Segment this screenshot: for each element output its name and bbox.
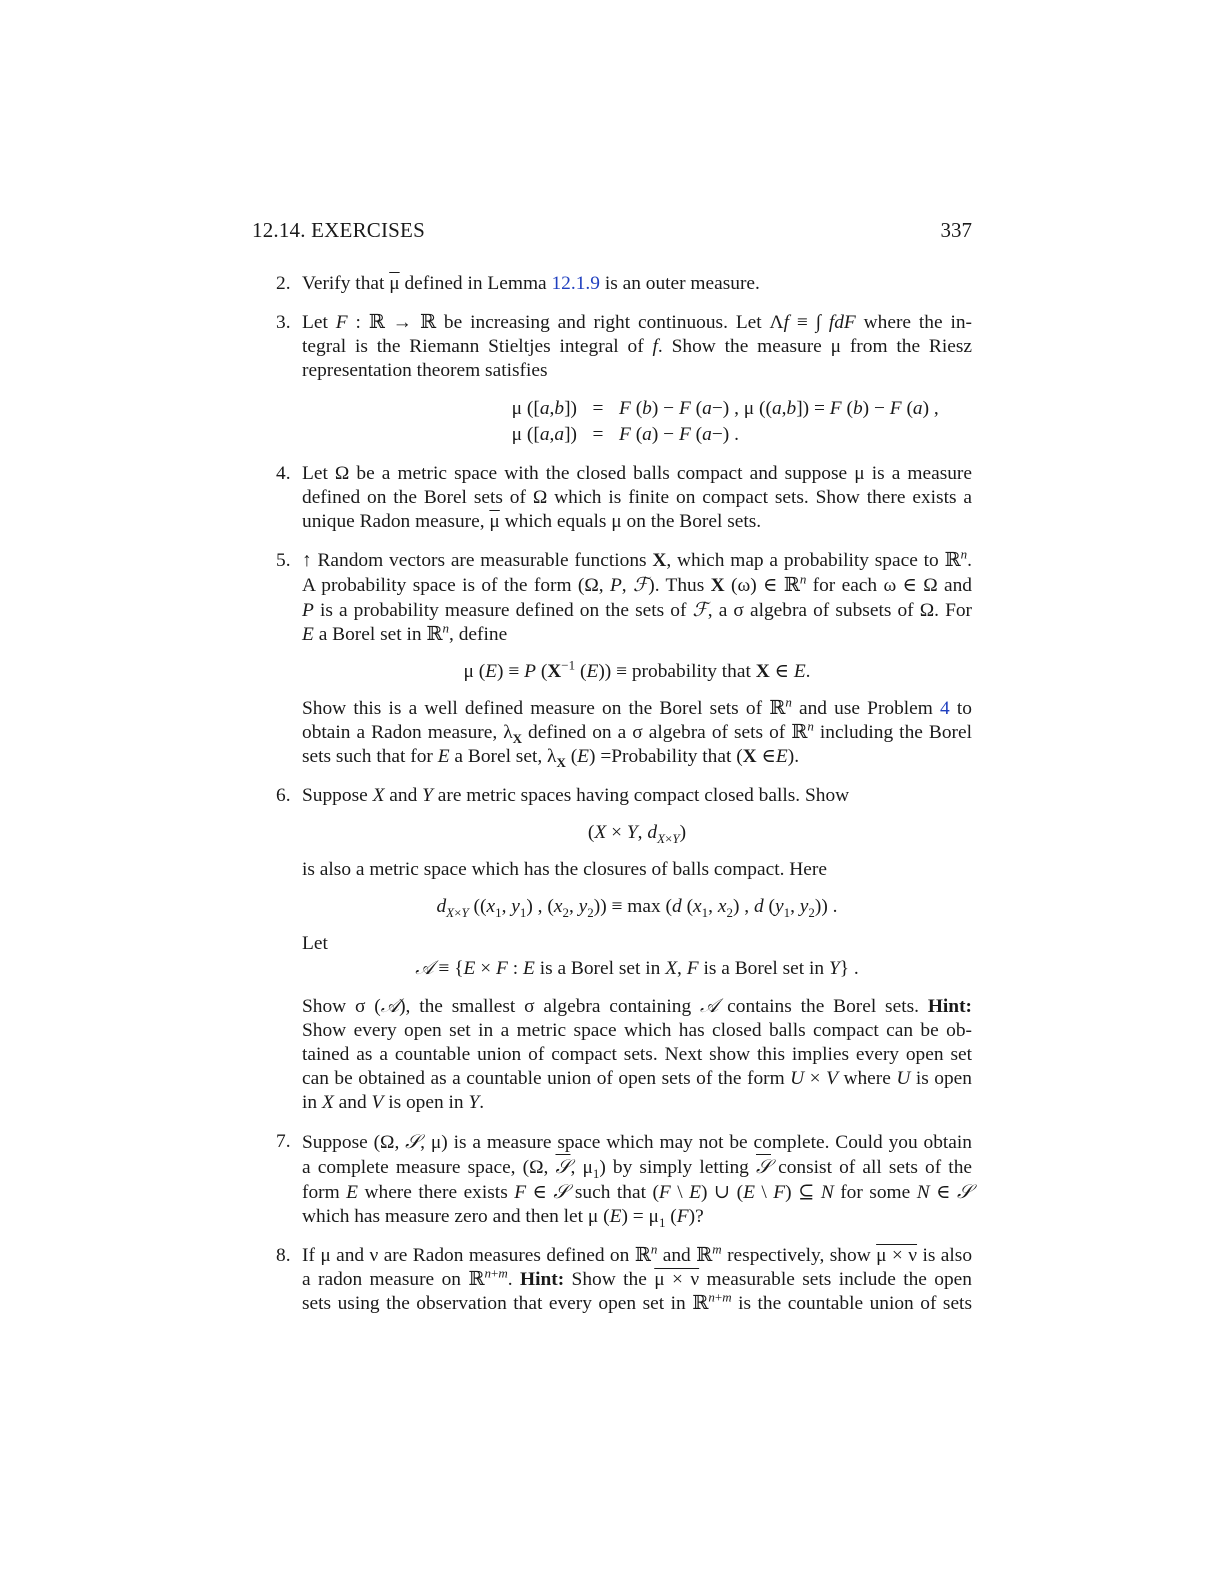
exercise-2: 2. Verify that $\overline{\mu}$ defined in Lemma 12.1.9 is an outer measure.: [276, 273, 760, 294]
problem-link[interactable]: 4: [940, 698, 950, 719]
lemma-link[interactable]: 12.1.9: [551, 273, 600, 294]
exercise-7: 7. Suppose (Ω, 𝒮, μ) is a measure space which may not be complete. Could you obtain a complete measure space, (Ω, 𝒮, $\mu_1$) by simply letting 𝒮 consist of all sets of the form E where there exists F ∈ 𝒮 such that (F \ E) ∪ (E \ F) ⊆ N for some N ∈ 𝒮 which has measure zero and then let μ $(E) = \mu_1$ (F)?: [276, 1130, 972, 1230]
exercise-list: [276, 272, 972, 1331]
exercise-4: 4. Let Ω be a metric space with the closed balls compact and suppose μ is a measure defined on the Borel sets of Ω which is finite on compact sets. Show there exists a unique Radon measure, $\overline{\mu}$ which equals μ on the Borel sets.: [276, 463, 972, 532]
exercise-3: 3. Let F : ℝ → ℝ be increasing and right continuous. Let Λf ≡ ∫ fdF where the in- tegral is the Riemann Stieltjes integral of f. Show the measure μ from the Riesz representation theorem satisfies μ ([a,b]) = F (b) − F (a−) , μ ((a,b]) = F (b) − F (a) , μ ([a,a]) = F (a) − F (a−) .: [276, 312, 972, 445]
exercise-8: 8. If μ and ν are Radon measures defined on ℝ$^n$ and ℝ$^m$ respectively, show μ × ν is also a radon measure on ℝ$^{n+m}$. Hint: Show the μ × ν measurable sets include the open sets using the observation that every open set in ℝ$^{n+m}$ is the countable union of sets: [276, 1241, 973, 1314]
exercise-5: 5. ↑ Random vectors are measurable functions X, which map a probability space to ℝ$^n$. A probability space is of the form (Ω, P, ℱ). Thus X (ω) ∈ ℝ$^n$ for each ω ∈ Ω and P is a probability measure defined on the sets of ℱ, a σ algebra of subsets of Ω. For E a Borel set in ℝ$^n$, define μ (E) ≡ P ($X^{-1}$ (E)) ≡ probability that X ∈ E. Show this is a well defined measure on the Borel sets of ℝ$^n$ and use Problem 4 to obtain a Radon measure, $\lambda_X$ defined on a σ algebra of sets of ℝ$^n$ including the Borel sets such that for E a Borel set, $\lambda_X$ (E) =Probability that (X ∈E).: [276, 546, 973, 770]
exercise-6: 6. Suppose X and Y are metric spaces having compact closed balls. Show (X × Y, $d_{X\times Y}$) is also a metric space which has the closures of balls compact. Here $d_{X\times Y}$ (($x_1$, $y_1$) , ($x_2$, $y_2)) \equiv \max (d$ ($x_1$, $x_2$) , d ($y_1$, $y_2$)) . Let 𝒜 ≡ {E × F : E is a Borel set in X, F is a Borel set in Y} . Show σ (𝒜), the smallest σ algebra containing 𝒜 contains the Borel sets. Hint: Show every open set in a metric space which has closed balls compact can be ob- tained as a countable union of compact sets. Next show this implies every open set can be obtained as a countable union of open sets of the form U × V where U is open in X and V is open in Y.: [276, 785, 972, 1113]
running-head: [252, 218, 972, 248]
page-number: 337: [940, 218, 972, 242]
equation-riesz: μ ([a,b]) = F (b) − F (a−) , μ ((a,b]) = F (b) − F (a) , μ ([a,a]) = F (a) − F (a−) .: [511, 398, 939, 445]
section-title: 12.14. EXERCISES: [252, 218, 425, 242]
